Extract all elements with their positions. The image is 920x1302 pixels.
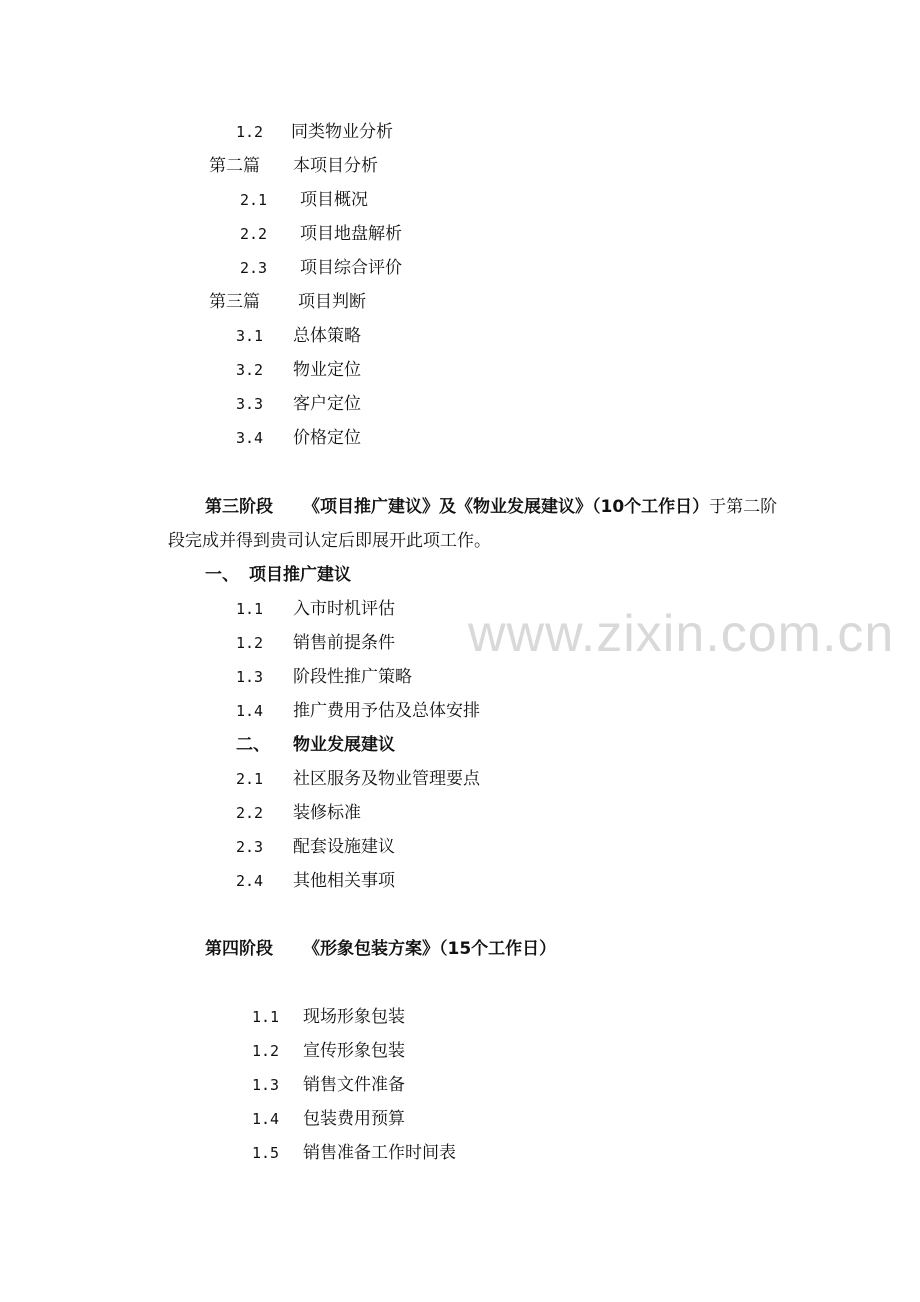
item-number: 1.5 — [252, 1144, 280, 1162]
item-text: 物业定位 — [293, 360, 361, 380]
toc-item — [236, 700, 480, 722]
item-number: 3.3 — [236, 395, 264, 413]
item-text: 社区服务及物业管理要点 — [293, 769, 480, 789]
item-number: 3.1 — [236, 327, 264, 345]
toc-item — [236, 427, 361, 449]
item-text: 项目概况 — [300, 190, 368, 210]
item-number: 2.2 — [240, 225, 268, 243]
item-text: 价格定位 — [293, 428, 361, 448]
item-number: 1.2 — [236, 634, 264, 652]
item-number: 1.4 — [252, 1110, 280, 1128]
toc-item — [236, 836, 395, 858]
item-text: 销售前提条件 — [293, 633, 395, 653]
toc-item — [252, 1142, 456, 1164]
item-number: 3.4 — [236, 429, 264, 447]
part-title: 本项目分析 — [293, 156, 378, 176]
item-number: 1.3 — [236, 668, 264, 686]
toc-item — [236, 666, 412, 688]
item-number: 1.4 — [236, 702, 264, 720]
toc-item — [240, 223, 402, 245]
item-text: 销售文件准备 — [303, 1075, 405, 1095]
section-heading — [236, 734, 395, 756]
section-number: 二、 — [236, 735, 270, 755]
item-text: 客户定位 — [293, 394, 361, 414]
section-title: 物业发展建议 — [293, 735, 395, 755]
item-text: 现场形象包装 — [303, 1007, 405, 1027]
item-number: 1.1 — [236, 600, 264, 618]
item-text: 总体策略 — [293, 326, 361, 346]
item-text: 其他相关事项 — [293, 871, 395, 891]
item-text: 同类物业分析 — [291, 122, 393, 142]
section-title: 项目推广建议 — [249, 565, 351, 585]
item-text: 装修标准 — [293, 803, 361, 823]
watermark: www.zixin.com.cn — [468, 605, 895, 663]
stage-description: 于第二阶 — [709, 497, 778, 517]
item-text: 入市时机评估 — [293, 599, 395, 619]
toc-item — [236, 325, 361, 347]
toc-item — [236, 632, 395, 654]
toc-item — [236, 393, 361, 415]
part-heading — [209, 291, 366, 313]
toc-item — [236, 359, 361, 381]
item-text: 阶段性推广策略 — [293, 667, 412, 687]
item-number: 2.2 — [236, 804, 264, 822]
stage-heading — [205, 938, 556, 960]
item-text: 销售准备工作时间表 — [303, 1143, 456, 1163]
item-number: 2.1 — [236, 770, 264, 788]
item-number: 2.1 — [240, 191, 268, 209]
stage-description-continued: 段完成并得到贵司认定后即展开此项工作。 — [168, 531, 491, 551]
item-number: 1.3 — [252, 1076, 280, 1094]
item-text: 配套设施建议 — [293, 837, 395, 857]
toc-item — [236, 768, 480, 790]
part-title: 项目判断 — [298, 292, 366, 312]
item-text: 项目地盘解析 — [300, 224, 402, 244]
toc-item — [252, 1040, 405, 1062]
item-number: 1.2 — [236, 123, 264, 141]
section-number: 一、 — [205, 565, 239, 585]
toc-item — [236, 870, 395, 892]
section-heading — [205, 564, 351, 586]
item-number: 1.1 — [252, 1008, 280, 1026]
item-text: 包装费用预算 — [303, 1109, 405, 1129]
stage-title: 《形象包装方案》（15个工作日） — [303, 939, 557, 959]
item-number: 1.2 — [252, 1042, 280, 1060]
toc-item — [252, 1006, 405, 1028]
toc-item — [240, 189, 368, 211]
stage-label: 第三阶段 — [205, 497, 273, 517]
item-number: 2.4 — [236, 872, 264, 890]
item-number: 2.3 — [236, 838, 264, 856]
item-number: 2.3 — [240, 259, 268, 277]
part-heading — [209, 155, 378, 177]
part-label: 第三篇 — [209, 292, 260, 312]
item-text: 推广费用予估及总体安排 — [293, 701, 480, 721]
stage-label: 第四阶段 — [205, 939, 273, 959]
toc-item — [236, 598, 395, 620]
part-label: 第二篇 — [209, 156, 260, 176]
stage-title: 《项目推广建议》及《物业发展建议》（10个工作日） — [303, 497, 710, 517]
item-text: 宣传形象包装 — [303, 1041, 405, 1061]
toc-item — [252, 1074, 405, 1096]
stage-heading — [205, 496, 777, 518]
toc-item — [236, 121, 393, 143]
item-number: 3.2 — [236, 361, 264, 379]
toc-item — [240, 257, 402, 279]
toc-item — [236, 802, 361, 824]
toc-item — [252, 1108, 405, 1130]
item-text: 项目综合评价 — [300, 258, 402, 278]
